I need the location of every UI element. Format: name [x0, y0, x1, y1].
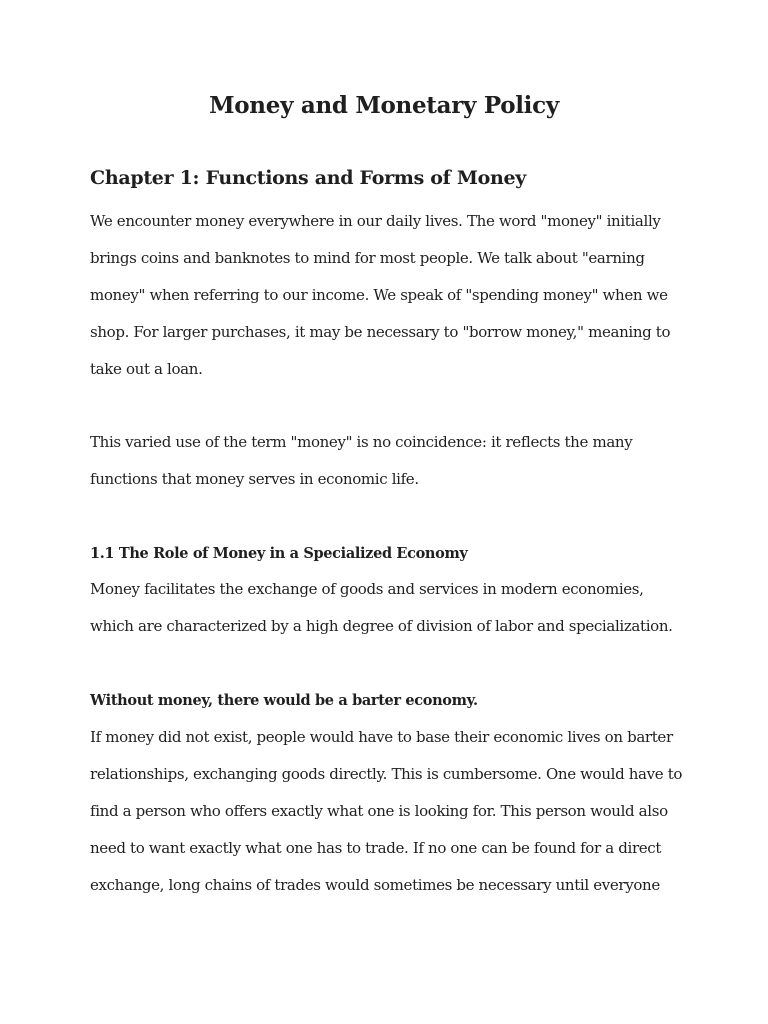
- barter-line-2: relationships, exchanging goods directly. This is cumbersome. One would have to: [90, 765, 683, 783]
- intro-line-5: take out a loan.: [90, 360, 203, 378]
- second-para-line-2: functions that money serves in economic life.: [90, 470, 419, 488]
- barter-paragraph: [90, 719, 682, 904]
- second-paragraph: [90, 424, 632, 498]
- barter-line-5: exchange, long chains of trades would sometimes be necessary until everyone: [90, 876, 660, 894]
- barter-line-4: need to want exactly what one has to trade. If no one can be found for a direct: [90, 839, 662, 857]
- section-1-1-paragraph: [90, 571, 673, 645]
- second-para-line-1: This varied use of the term "money" is no coincidence: it reflects the many: [90, 433, 633, 451]
- barter-heading: Without money, there would be a barter economy.: [90, 692, 478, 709]
- barter-line-1: If money did not exist, people would have to base their economic lives on barter: [90, 728, 673, 746]
- chapter-heading: Chapter 1: Functions and Forms of Money: [90, 167, 526, 189]
- intro-line-3: money" when referring to our income. We speak of "spending money" when we: [90, 286, 668, 304]
- section-1-1-heading: 1.1 The Role of Money in a Specialized Economy: [90, 545, 468, 562]
- document-title: Money and Monetary Policy: [209, 92, 559, 119]
- section-1-1-line-2: which are characterized by a high degree of division of labor and specialization.: [90, 617, 673, 635]
- section-1-1-line-1: Money facilitates the exchange of goods and services in modern economies,: [90, 580, 644, 598]
- intro-paragraph: [90, 203, 670, 388]
- barter-line-3: find a person who offers exactly what one is looking for. This person would also: [90, 802, 668, 820]
- intro-line-2: brings coins and banknotes to mind for most people. We talk about "earning: [90, 249, 645, 267]
- intro-line-4: shop. For larger purchases, it may be necessary to "borrow money," meaning to: [90, 323, 671, 341]
- intro-line-1: We encounter money everywhere in our daily lives. The word "money" initially: [90, 212, 661, 230]
